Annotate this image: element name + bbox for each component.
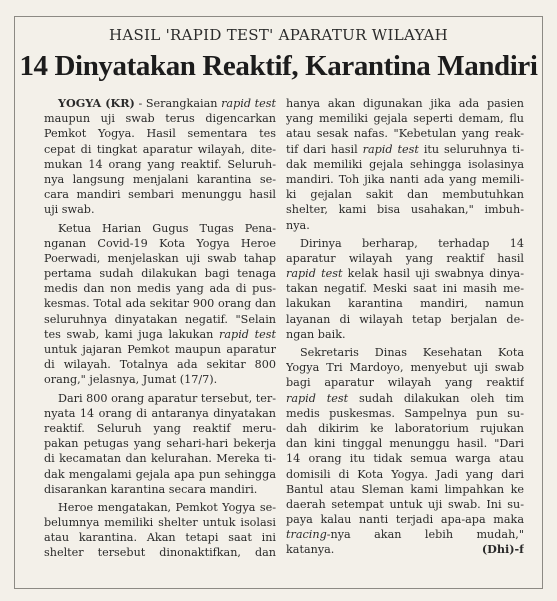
text-line: nya. bbox=[286, 218, 310, 232]
article-column-right bbox=[286, 96, 524, 558]
article-signature: (Dhi)-f bbox=[481, 542, 524, 557]
text-line: yang memiliki gejala seperti demam, flu bbox=[286, 112, 524, 126]
text-line: dak mengalami gejala apa pun sehingga bbox=[44, 467, 276, 481]
text-line: Ketua Harian Gugus Tugas Pena- bbox=[58, 221, 276, 235]
text-line: dak memiliki gejala sehingga isolasinya bbox=[286, 157, 524, 171]
text-line: Poerwadi, menjelaskan uji swab tahap bbox=[44, 251, 276, 265]
text-line: di kecamatan dan kelurahan. Mereka ti- bbox=[44, 452, 276, 466]
text-line: rapid test kelak hasil uji swabnya dinya- bbox=[286, 267, 524, 281]
text-line: untuk jajaran Pemkot maupun aparatur bbox=[44, 343, 276, 356]
text-line: Sekretaris Dinas Kesehatan Kota bbox=[300, 346, 524, 359]
text-line: ki gejalan sakit dan membutuhkan bbox=[286, 188, 524, 202]
text-line: medis dan non medis yang ada di pus- bbox=[44, 282, 276, 296]
text-line: mandiri. Toh jika nanti ada yang memili- bbox=[286, 172, 524, 186]
text-line: dah dikirim ke laboratorium rujukan bbox=[286, 421, 524, 435]
text-line: atau sesak nafas. "Kebetulan yang reak- bbox=[286, 127, 524, 141]
text-line: 14 orang itu tidak semua warga atau bbox=[286, 452, 524, 466]
text-line: tracing-nya akan lebih mudah," bbox=[286, 528, 524, 542]
text-line: ngan baik. bbox=[286, 327, 346, 341]
text-line: tes swab, kami juga lakukan rapid test bbox=[44, 327, 276, 341]
text-line: dan kini tinggal menunggu hasil. "Dari bbox=[286, 437, 524, 451]
text-line: nyata 14 orang di antaranya dinyatakan bbox=[44, 406, 276, 420]
article-byline: YOGYA (KR) bbox=[58, 96, 135, 110]
text-line: hanya akan digunakan jika ada pasien bbox=[286, 97, 524, 110]
text-line: Dari 800 orang aparatur tersebut, ter- bbox=[58, 391, 276, 405]
text-line: katanya. (Dhi)-f bbox=[286, 542, 524, 557]
text-line: bagi aparatur wilayah yang reaktif bbox=[286, 376, 524, 390]
text-line: cara mandiri sembari menunggu hasil bbox=[44, 188, 276, 202]
text-line: disarankan karantina secara mandiri. bbox=[44, 482, 258, 496]
text-line: reaktif. Seluruh yang reaktif meru- bbox=[44, 421, 276, 435]
text-line: aparatur wilayah yang reaktif hasil bbox=[286, 251, 524, 265]
text-line: uji swab. bbox=[44, 203, 95, 217]
text-line: di wilayah. Totalnya ada sekitar 800 bbox=[44, 358, 276, 372]
text-line: rapid test sudah dilakukan oleh tim bbox=[286, 391, 524, 405]
text-line: domisili di Kota Yogya. Jadi yang dari bbox=[286, 467, 524, 481]
text-line: Dirinya berharap, terhadap 14 bbox=[300, 236, 524, 250]
text-line: maupun uji swab terus digencarkan bbox=[44, 112, 276, 126]
text-line: lakukan karantina mandiri, namun bbox=[286, 297, 524, 311]
text-line: shelter, kami bisa usahakan," imbuh- bbox=[286, 203, 524, 217]
text-line: paya kalau nanti terjadi apa-apa maka bbox=[286, 513, 524, 527]
article-headline: 14 Dinyatakan Reaktif, Karantina Mandiri bbox=[19, 50, 538, 82]
text-line: shelter tersebut dinonaktifkan, dan bbox=[44, 546, 276, 560]
text-line: nya langsung menjalani karantina se- bbox=[44, 172, 276, 186]
article-kicker: HASIL 'RAPID TEST' APARATUR WILAYAH bbox=[108, 26, 449, 44]
text-line: Bantul atau Sleman kami limpahkan ke bbox=[286, 482, 524, 496]
text-line: seluruhnya dinyatakan negatif. "Selain bbox=[44, 312, 276, 326]
text-line: nganan Covid-19 Kota Yogya Heroe bbox=[44, 236, 276, 250]
text-line: belumnya memiliki shelter untuk isolasi bbox=[44, 516, 276, 530]
text-line: kesmas. Total ada sekitar 900 orang dan bbox=[44, 297, 276, 311]
text-line: tif dari hasil rapid test itu seluruhnya ti- bbox=[286, 142, 524, 156]
text-line: medis puskesmas. Sampelnya pun su- bbox=[286, 406, 524, 420]
text-line: pakan petugas yang sehari-hari bekerja bbox=[44, 437, 276, 451]
text-line: Heroe mengatakan, Pemkot Yogya se- bbox=[58, 500, 276, 514]
text-line: Pemkot Yogya. Hasil sementara tes bbox=[44, 127, 276, 141]
article-column-left bbox=[44, 96, 276, 561]
text-line: YOGYA (KR) - Serangkaian rapid test bbox=[58, 96, 276, 110]
text-line: atau karantina. Akan tetapi saat ini bbox=[44, 531, 276, 545]
text-line: layanan di wilayah tetap berjalan de- bbox=[286, 312, 524, 326]
text-line: daerah setempat untuk uji swab. Ini su- bbox=[286, 497, 524, 511]
text-line: takan negatif. Meski saat ini masih me- bbox=[286, 282, 524, 296]
text-line: Yogya Tri Mardoyo, menyebut uji swab bbox=[286, 361, 524, 375]
text-line: cepat di tingkat aparatur wilayah, dite- bbox=[44, 142, 276, 156]
text-line: pertama sudah dilakukan bagi tenaga bbox=[44, 267, 276, 281]
text-line: mukan 14 orang yang reaktif. Seluruh- bbox=[44, 157, 276, 171]
text-line: orang," jelasnya, Jumat (17/7). bbox=[44, 373, 218, 387]
